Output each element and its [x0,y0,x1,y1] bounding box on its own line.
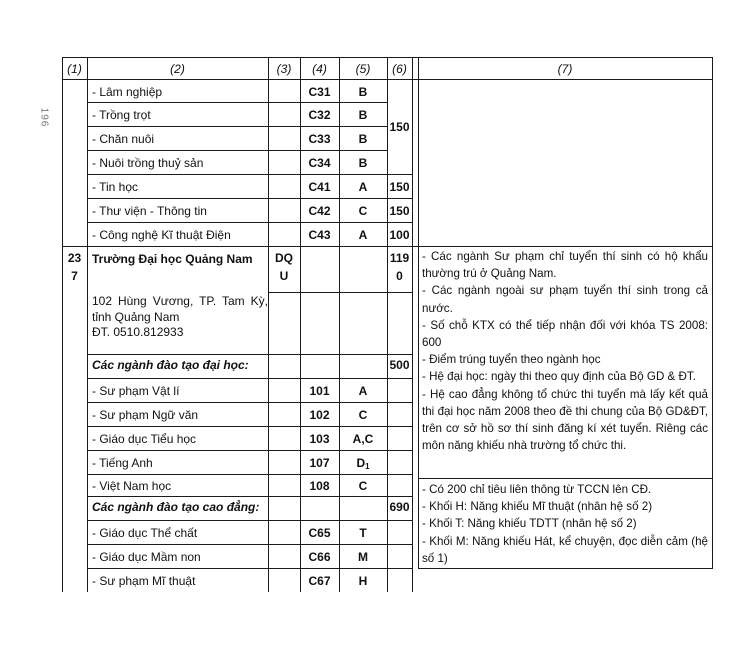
notes-general [422,248,708,476]
rule-line [87,378,413,379]
exam-block: A [358,384,368,398]
major-code: 101 [309,384,330,398]
quota: 100 [389,228,410,242]
school-quota: 119 [389,251,410,265]
major-name: - Tiếng Anh [92,456,153,470]
rule-line [62,57,63,592]
major-name: - Sư phạm Vật lí [92,384,180,398]
address-line: ĐT. 0510.812933 [92,325,184,340]
address-line: 102 Hùng Vương, TP. Tam Kỳ, [92,294,268,308]
section-quota: 500 [389,358,410,372]
note-item: - Có 200 chỉ tiêu liên thông từ TCCN lên CĐ. [422,483,652,496]
major-name: - Chăn nuôi [92,132,155,146]
rule-line [418,57,419,478]
column-header: (6) [392,62,407,76]
rule-line [87,57,88,592]
exam-block: B [358,108,368,122]
major-name: - Việt Nam học [92,479,172,493]
major-name: - Thư viện - Thông tin [92,204,207,218]
rule-line [418,478,419,568]
major-code: C42 [308,204,331,218]
school-number: 7 [71,269,78,283]
note-item: - Điểm trúng tuyển theo ngành học [422,353,601,367]
exam-block: B [358,84,368,99]
major-code: 102 [309,408,330,422]
exam-block: M [358,550,368,564]
column-header: (5) [355,62,371,76]
column-header: (2) [170,62,185,76]
major-name: - Công nghệ Kĩ thuật Điện [92,228,231,242]
exam-block: H [358,574,368,588]
rule-line [412,57,413,592]
major-code: C65 [308,526,331,540]
exam-block: A [358,180,368,194]
major-code: C34 [308,156,331,170]
section-label-university: Các ngành đào tạo đại học: [92,358,249,372]
major-name: - Giáo dục Thể chất [92,526,198,540]
rule-line [712,478,713,568]
major-name: - Sư phạm Mĩ thuật [92,574,196,588]
exam-block: C [358,479,368,493]
major-name: - Giáo dục Tiểu học [92,432,197,446]
section-quota: 690 [389,500,410,514]
rule-line [87,544,413,545]
note-item: - Các ngành ngoài sư phạm tuyển thí sinh trong cả nước. [422,284,708,315]
school-code: DQ [275,251,293,265]
major-code: C43 [308,228,331,242]
major-code: C33 [308,132,331,146]
major-code: 103 [309,432,330,446]
school-number: 23 [67,251,82,265]
rule-line [87,198,388,199]
note-item: - Hệ cao đẳng không tổ chức thi tuyển mà lấy kết quả thi đại học năm 2008 theo đề thi chung của Bộ GD&ĐT, trên cơ sở hồ sơ thí sinh đăng kí xét tuyển. Riêng các môn năng khiếu nhà trường tổ chức thi. [422,387,708,453]
rule-line [87,568,413,569]
note-item: - Số chỗ KTX có thể tiếp nhận đối với khóa TS 2008: 600 [422,318,708,350]
major-code: C66 [308,550,331,564]
rule-line [268,292,413,293]
block-subscript: 1 [365,462,370,471]
exam-block: T [359,526,367,540]
rule-line [87,150,388,151]
rule-line [87,174,388,175]
rule-line [87,426,413,427]
exam-block: $D_1$ [356,456,370,471]
exam-block: B [358,132,368,146]
exam-block: B [358,156,368,170]
column-header: (3) [276,62,292,76]
exam-block: A [358,228,368,242]
rule-line [712,57,713,478]
note-item: - Khối H: Năng khiếu Mĩ thuật (nhân hệ số 2) [422,500,653,514]
exam-block: C [358,204,368,218]
address-line: tỉnh Quảng Nam [92,309,180,324]
section-label-college: Các ngành đào tạo cao đẳng: [92,500,260,514]
rule-line [387,222,413,223]
rule-line [418,478,713,479]
rule-line [87,450,413,451]
note-item: - Các ngành Sư phạm chỉ tuyển thí sinh có hộ khẩu thường trú ở Quảng Nam. [422,250,708,281]
school-address [92,294,268,341]
major-name: - Trồng trọt [92,108,151,122]
school-quota: 0 [396,269,403,283]
group-quota: 150 [389,120,410,134]
column-header: (7) [557,62,573,76]
note-item: - Hệ đại học: ngày thi theo quy định của Bộ GD & ĐT. [422,370,696,384]
rule-line [62,246,713,247]
column-header: (4) [312,62,327,76]
rule-line [387,174,413,175]
major-name: - Sư phạm Ngữ văn [92,408,199,422]
major-code: C67 [308,574,331,588]
rule-line [87,496,413,497]
school-name: Trường Đại học Quảng Nam [92,252,253,266]
major-code: C31 [308,84,331,99]
rule-line [387,198,413,199]
major-name: - Giáo dục Mầm non [92,550,201,564]
column-header: (1) [67,62,82,76]
rule-line [87,102,388,103]
exam-block: A,C [352,432,374,446]
rule-line [418,568,713,569]
rule-line [87,402,413,403]
school-code: U [279,269,289,283]
exam-block: C [358,408,368,422]
rule-line [87,126,388,127]
page-number: 196 [38,107,50,128]
rule-line [87,520,413,521]
major-name: - Nuôi trồng thuỷ sản [92,156,204,170]
note-item: - Khối M: Năng khiếu Hát, kể chuyện, đọc diễn cảm (hệ số 1) [422,534,708,565]
note-item: - Khối T: Năng khiếu TDTT (nhân hệ số 2) [422,517,637,531]
quota: 150 [389,180,410,194]
quota: 150 [389,204,410,218]
major-code: 108 [309,479,330,493]
major-code: 107 [309,456,330,470]
major-name: - Lâm nghiệp [92,84,163,99]
notes-college [422,481,708,567]
rule-line [87,354,413,355]
major-code: C41 [308,180,331,194]
major-code: C32 [308,108,331,122]
major-name: - Tin học [92,180,139,194]
rule-line [87,222,388,223]
